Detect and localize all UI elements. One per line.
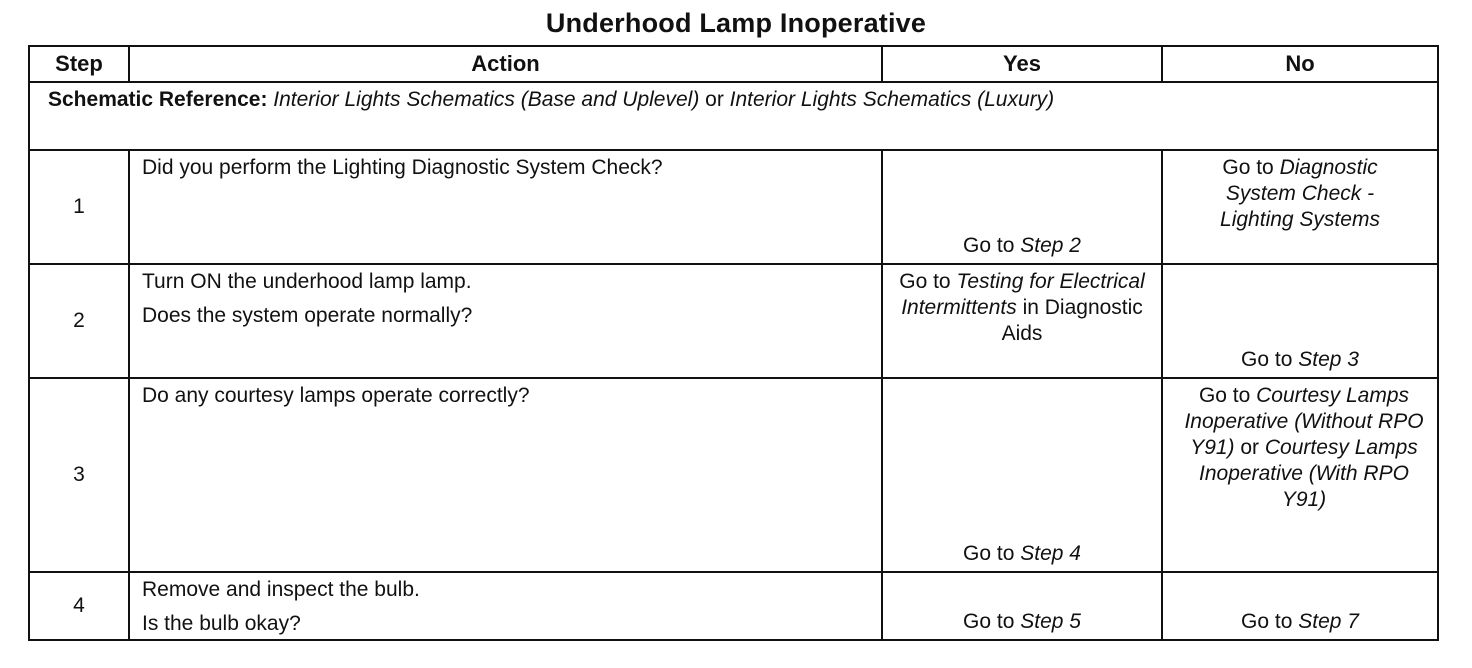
step-number: 1 bbox=[29, 150, 129, 264]
yes-prefix: Go to bbox=[963, 542, 1021, 565]
header-step: Step bbox=[29, 46, 129, 82]
yes-outcome bbox=[883, 609, 1161, 635]
yes-link[interactable]: Testing for Electrical Intermittents bbox=[901, 270, 1145, 319]
no-cell bbox=[1162, 572, 1438, 640]
step-number: 4 bbox=[29, 572, 129, 640]
no-prefix: Go to bbox=[1241, 610, 1299, 633]
no-prefix: Go to bbox=[1198, 384, 1257, 407]
yes-outcome bbox=[883, 541, 1161, 567]
yes-prefix: Go to bbox=[963, 610, 1021, 633]
no-link[interactable]: Courtesy Lamps Inoperative (Without RPO Y91) bbox=[1184, 384, 1424, 459]
table-row bbox=[29, 572, 1438, 640]
header-no: No bbox=[1162, 46, 1438, 82]
header-action: Action bbox=[129, 46, 882, 82]
table-row bbox=[29, 264, 1438, 378]
schematic-label: Schematic Reference: bbox=[48, 88, 268, 111]
no-outcome bbox=[1163, 609, 1437, 635]
page-title: Underhood Lamp Inoperative bbox=[545, 8, 927, 38]
schematic-joiner: or bbox=[699, 88, 730, 111]
no-link[interactable]: Step 3 bbox=[1298, 348, 1359, 371]
yes-link[interactable]: Step 4 bbox=[1020, 542, 1081, 565]
schematic-ref-base-uplevel[interactable]: Interior Lights Schematics (Base and Uplevel) bbox=[273, 88, 700, 111]
action-text: Do any courtesy lamps operate correctly? bbox=[142, 384, 530, 407]
no-outcome bbox=[1163, 151, 1437, 233]
action-cell bbox=[129, 572, 882, 640]
action-cell bbox=[129, 264, 882, 378]
yes-prefix: Go to bbox=[963, 234, 1021, 257]
header-row bbox=[29, 46, 1438, 82]
action-text: Did you perform the Lighting Diagnostic System Check? bbox=[142, 156, 663, 179]
action-question: Does the system operate normally? bbox=[142, 304, 473, 327]
action-text: Remove and inspect the bulb. bbox=[142, 578, 420, 601]
table-row bbox=[29, 378, 1438, 572]
yes-link[interactable]: Step 5 bbox=[1020, 610, 1081, 633]
yes-cell bbox=[882, 572, 1162, 640]
no-cell bbox=[1162, 150, 1438, 264]
no-prefix: Go to bbox=[1222, 156, 1280, 179]
yes-link[interactable]: Step 2 bbox=[1020, 234, 1081, 257]
step-number: 2 bbox=[29, 264, 129, 378]
no-link[interactable]: Step 7 bbox=[1298, 610, 1359, 633]
no-cell bbox=[1162, 378, 1438, 572]
yes-prefix: Go to bbox=[899, 270, 957, 293]
no-cell bbox=[1162, 264, 1438, 378]
yes-suffix: in Diagnostic Aids bbox=[1001, 296, 1143, 345]
no-outcome bbox=[1163, 379, 1437, 513]
no-prefix: Go to bbox=[1241, 348, 1299, 371]
yes-cell bbox=[882, 264, 1162, 378]
schematic-ref-luxury[interactable]: Interior Lights Schematics (Luxury) bbox=[729, 88, 1055, 111]
table-row bbox=[29, 150, 1438, 264]
action-cell bbox=[129, 150, 882, 264]
yes-cell bbox=[882, 150, 1162, 264]
schematic-reference bbox=[29, 82, 1438, 150]
diagnostic-table bbox=[28, 45, 1439, 641]
no-joiner: or bbox=[1234, 436, 1265, 459]
step-number: 3 bbox=[29, 378, 129, 572]
yes-cell bbox=[882, 378, 1162, 572]
action-question: Is the bulb okay? bbox=[142, 612, 301, 635]
no-link[interactable]: Diagnostic System Check - Lighting Systems bbox=[1220, 156, 1380, 231]
schematic-row bbox=[29, 82, 1438, 150]
action-cell bbox=[129, 378, 882, 572]
yes-outcome bbox=[883, 233, 1161, 259]
header-yes: Yes bbox=[882, 46, 1162, 82]
yes-outcome bbox=[883, 265, 1161, 347]
no-link-2[interactable]: Courtesy Lamps Inoperative (With RPO Y91) bbox=[1199, 436, 1418, 511]
no-outcome bbox=[1163, 347, 1437, 373]
action-text: Turn ON the underhood lamp lamp. bbox=[142, 270, 472, 293]
